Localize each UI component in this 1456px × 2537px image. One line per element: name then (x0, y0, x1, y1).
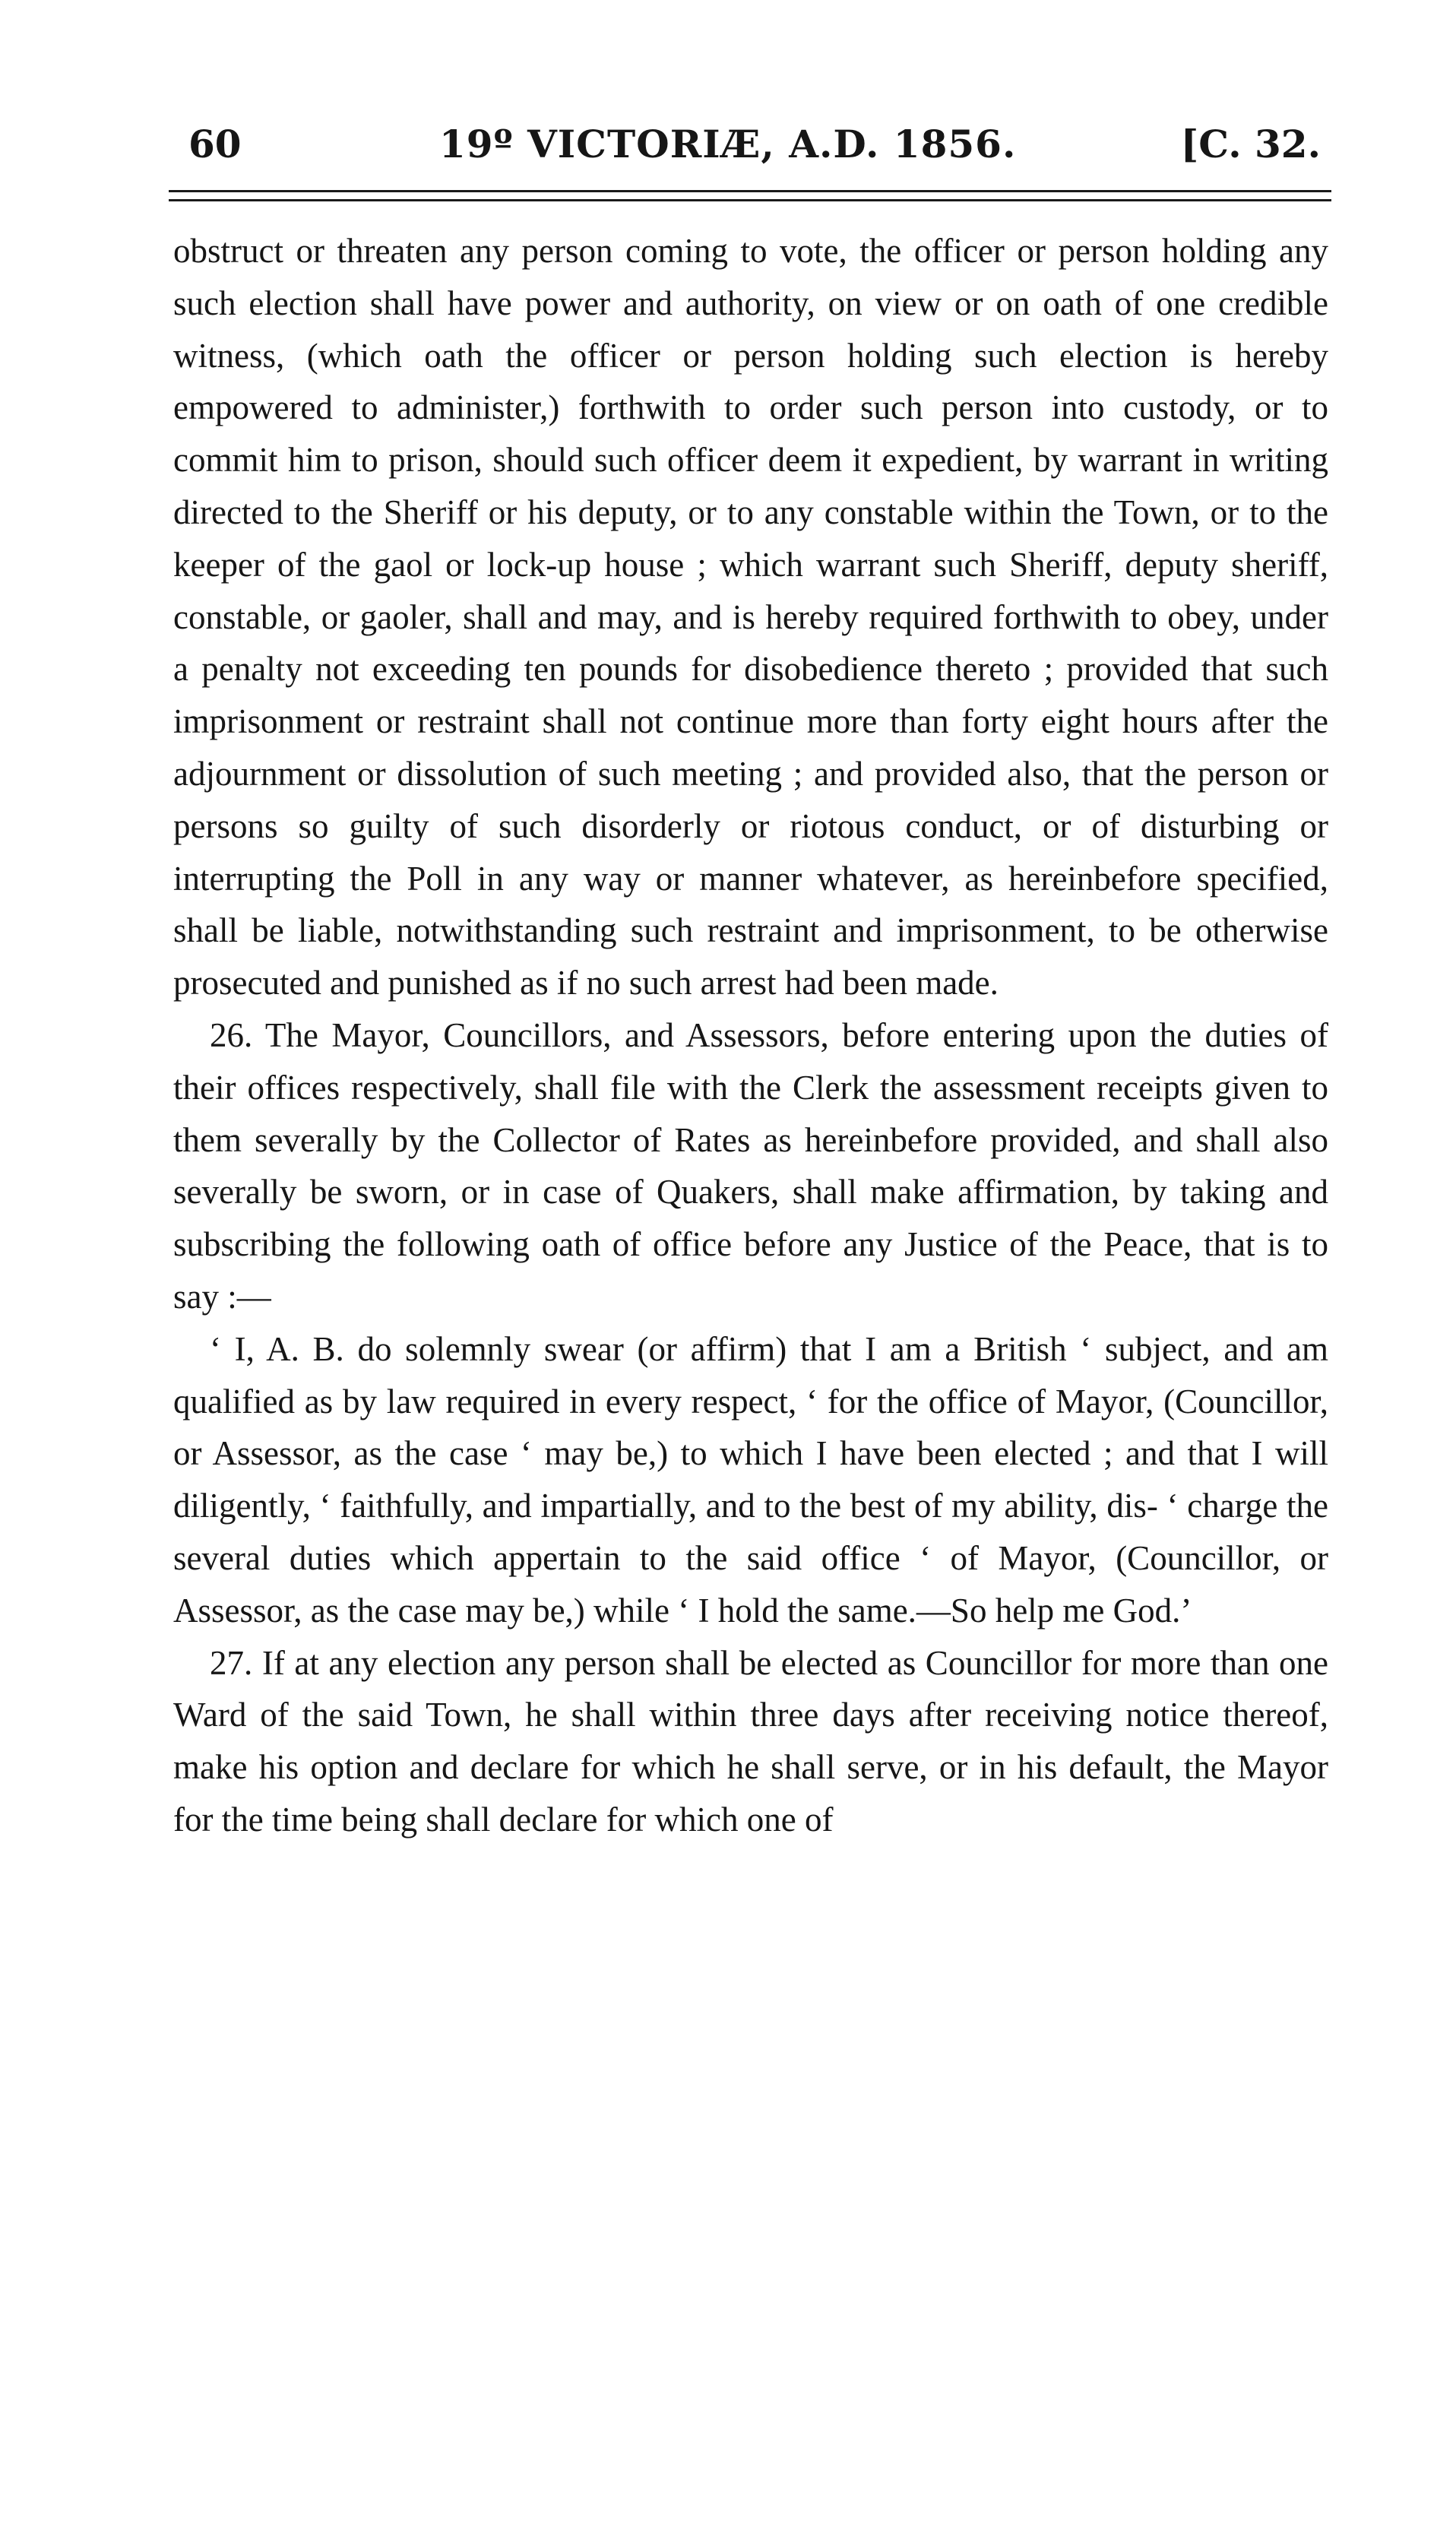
paragraph-section-27: 27. If at any election any person shall be elected as Councillor for more than one Ward of the said Town, he shall within three days after receiving notice thereof, make his option and declare for which he shall serve, or in his default, the Mayor for the time being shall declare for which one of (173, 1643, 1328, 1839)
paragraph-continued: obstruct or threaten any person coming to vote, the officer or person holding any such election shall have power and authority, on view or on oath of one credible witness, (which oath the officer or person holding such election is hereby empowered to administer,) forthwith to order such person into custody, or to commit him to prison, should such officer deem it expedient, by warrant in writing directed to the Sheriff or his deputy, or to any constable within the Town, or to the keeper of the gaol or lock-up house ; which warrant such Sheriff, deputy sheriff, constable, or gaoler, shall and may, and is hereby required forthwith to obey, under a penalty not exceeding ten pounds for disobedience thereto ; provided that such imprisonment or restraint shall not continue more than forty eight hours after the adjournment or dissolution of such meeting ; and provided also, that the person or persons so guilty of such disorderly or riotous conduct, or of disturbing or interrupting the Poll in any way or manner whatever, as hereinbefore specified, shall be liable, notwithstanding such restraint and imprisonment, to be otherwise prosecuted and punished as if no such arrest had been made. (173, 232, 1328, 1002)
chapter-reference: [C. 32. (1180, 122, 1321, 166)
page-number: 60 (188, 122, 242, 166)
header-rule-bottom (169, 199, 1331, 201)
oath-of-office-quote: ‘ I, A. B. do solemnly swear (or affirm) that I am a British ‘ subject, and am qualified as by law required in every respect, ‘ for the office of Mayor, (Councillor, or Assessor, as the case ‘ may be,) to which I have been elected ; and that I will diligently, ‘ faithfully, and impartially, and to the best of my ability, dis- ‘ charge the several duties which appertain to the said office ‘ of Mayor, (Councillor, or Assessor, as the case may be,) while ‘ I hold the same.—So help me God.’ (173, 1329, 1328, 1630)
body-text (173, 225, 1328, 1846)
paragraph-section-26: 26. The Mayor, Councillors, and Assessors, before entering upon the duties of their offices respectively, shall file with the Clerk the assessment receipts given to them severally by the Collector of Rates as hereinbefore provided, and shall also severally be sworn, or in case of Quakers, shall make affirmation, by taking and subscribing the following oath of office before any Justice of the Peace, that is to say :— (173, 1015, 1328, 1316)
header-rule-top (169, 190, 1331, 192)
running-title: 19º VICTORIÆ, A.D. 1856. (439, 122, 1017, 166)
page-header (173, 114, 1336, 182)
